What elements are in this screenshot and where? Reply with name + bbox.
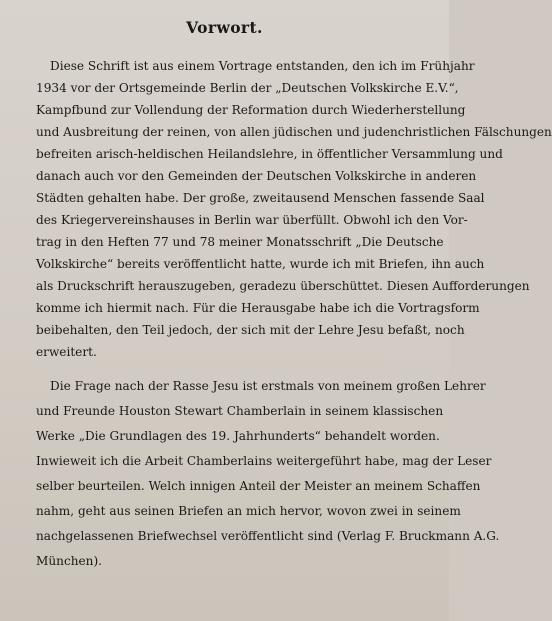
paragraph-1-line-6: danach auch vor den Gemeinden der Deutschen Volkskirche in anderen — [36, 169, 477, 183]
paragraph-1-line-14: erweitert. — [36, 345, 97, 359]
paragraph-1-line-11: als Druckschrift herauszugeben, geradezu überschüttet. Diesen Aufforderungen — [36, 279, 530, 293]
paragraph-2-line-5: selber beurteilen. Welch innigen Anteil der Meister an meinem Schaffen — [36, 479, 481, 493]
paragraph-1-line-12: komme ich hiermit nach. Für die Herausgabe habe ich die Vortragsform — [36, 301, 480, 315]
paragraph-1-line-3: Kampfbund zur Vollendung der Reformation durch Wiederherstellung — [36, 103, 466, 117]
paragraph-1-line-8: des Kriegervereinshauses in Berlin war überfüllt. Obwohl ich den Vor- — [36, 213, 468, 227]
paragraph-2-line-1: Die Frage nach der Rasse Jesu ist erstmals von meinem großen Lehrer — [50, 379, 486, 393]
paragraph-1-line-2: 1934 vor der Ortsgemeinde Berlin der „Deutschen Volkskirche E.V.“, — [36, 81, 459, 95]
paragraph-1-line-9: trag in den Heften 77 und 78 meiner Monatsschrift „Die Deutsche — [36, 235, 444, 249]
paragraph-1-line-1: Diese Schrift ist aus einem Vortrage entstanden, den ich im Frühjahr — [50, 59, 475, 73]
paragraph-2-line-6: nahm, geht aus seinen Briefen an mich hervor, wovon zwei in seinem — [36, 504, 461, 518]
paragraph-2-line-7: nachgelassenen Briefwechsel veröffentlicht sind (Verlag F. Bruckmann A.G. — [36, 529, 500, 543]
paragraph-2-line-3: Werke „Die Grundlagen des 19. Jahrhunderts“ behandelt worden. — [36, 429, 440, 443]
paragraph-1-line-7: Städten gehalten habe. Der große, zweitausend Menschen fassende Saal — [36, 191, 485, 205]
paragraph-2-line-4: Inwieweit ich die Arbeit Chamberlains weitergeführt habe, mag der Leser — [36, 454, 492, 468]
paragraph-1-line-5: befreiten arisch-heldischen Heilandslehre, in öffentlicher Versammlung und — [36, 147, 503, 161]
paragraph-2-line-2: und Freunde Houston Stewart Chamberlain in seinem klassischen — [36, 404, 444, 418]
paragraph-1-line-13: beibehalten, den Teil jedoch, der sich mit der Lehre Jesu befaßt, noch — [36, 323, 465, 337]
paragraph-1-line-10: Volkskirche“ bereits veröffentlicht hatte, wurde ich mit Briefen, ihn auch — [36, 257, 485, 271]
paragraph-2-line-8: München). — [36, 554, 103, 568]
page-title: Vorwort. — [186, 18, 263, 37]
paragraph-1-line-4: und Ausbreitung der reinen, von allen jüdischen und judenchristlichen Fälschungen — [36, 125, 552, 139]
